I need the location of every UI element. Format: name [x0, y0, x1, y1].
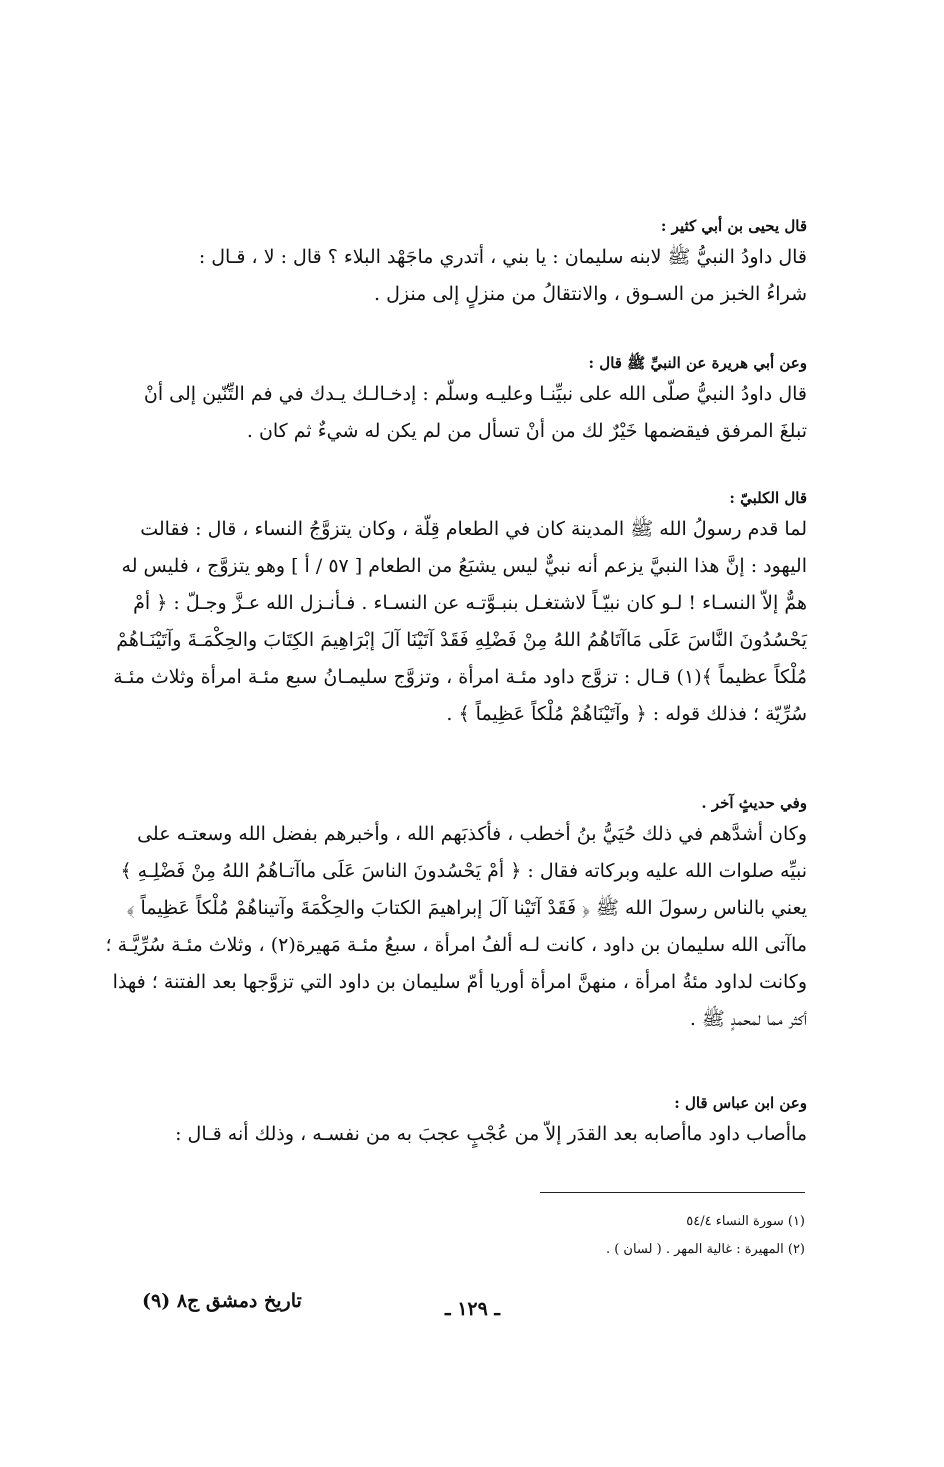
- section-kalbi: [113, 485, 807, 733]
- section-heading: قال يحيى بن أبي كثير :: [660, 217, 807, 235]
- body-line: قال داودُ النبيُّ صلّى الله على نبيِّنـا وعليـه وسلّم : إدخـالـك يـدك في فم التِّنّين إلى أنْ: [143, 383, 807, 405]
- section-abu-hurayra: [135, 350, 807, 450]
- body-line: نبيِّه صلوات الله عليه وبركاته فقال : ﴿ أمْ يَحْسُدونَ الناسَ عَلَى ماآتـاهُمُ اللهُ مِنْ فَضْلِـهِ ﴾: [120, 860, 807, 882]
- body-line: سُرِّيّة ؛ فذلك قوله : ﴿ وآتَيْنَاهُمْ مُلْكاً عَظِيماً ﴾ .: [446, 703, 807, 725]
- body-line: وكان أشدَّهم في ذلك حُيَيُّ بنُ أخطب ، فأكذبَهم الله ، وأخبرهم بفضل الله وسعتـه على: [137, 823, 807, 845]
- body-line: همٌّ إلاّ النسـاء ! لـو كان نبيّـاً لاشتغـل بنبـوَّتـه عن النسـاء . فـأنـزل الله عـزَّ وجـلّ : ﴿ أمْ: [133, 592, 807, 614]
- body-line: قال داودُ النبيُّ ﷺ لابنه سليمان : يا بني ، أتدري ماجَهْد البلاء ؟ قال : لا ، قـال :: [198, 246, 807, 268]
- body-line: مُلْكاً عظيماً ﴾(١) قـال : تزوَّج داود مئـة امرأة ، وتزوَّج سليمـانُ سبع مئـة امرأة وثلاث مئـة: [113, 666, 807, 688]
- footnotes: [540, 1208, 805, 1264]
- body-line: تبلغَ المرفق فيقضمها خَيْرٌ لك من أنْ تسأل من لم يكن له شيءٌ ثم كان .: [246, 420, 807, 442]
- section-yahya: [135, 213, 807, 313]
- section-heading: وعن ابن عباس قال :: [674, 1094, 807, 1112]
- body-line: اليهود : إنَّ هذا النبيَّ يزعم أنه نبيٌّ ليس يشبَعُ من الطعام [ ٥٧ / أ ] وهو يتزوَّج ، فليس له: [121, 555, 807, 577]
- footnote-1: (١) سورة النساء ٥٤/٤: [686, 1214, 805, 1229]
- footnote-2: (٢) المهيرة : غالية المهر . ( لسان ) .: [605, 1242, 805, 1257]
- section-another-hadith: [105, 790, 807, 1038]
- page-number: ـ ١٢٩ ـ: [445, 1298, 500, 1320]
- book-title: تاريخ دمشق ج٨ (٩): [142, 1290, 302, 1312]
- section-heading: وعن أبي هريرة عن النبيِّ ﷺ قال :: [588, 354, 807, 372]
- body-line: يعني بالناس رسولَ الله ﷺ ﴿ فَقَدْ آتَيْنا آلَ إبراهيمَ الكتابَ والحِكْمَةَ وآتيناهُمْ مُلْكاً عَظِيماً ﴾: [126, 897, 807, 919]
- footnote-divider: [540, 1192, 805, 1193]
- section-heading: قال الكلبيّ :: [729, 489, 807, 507]
- body-line: يَحْسُدُونَ النَّاسَ عَلَى مَاآتَاهُمُ اللهُ مِنْ فَضْلِهِ فَقَدْ آتَيْنَا آلَ إبْرَاهِيمَ الكِتَابَ والحِكْمَـةَ وآتَيْنَـاهُمْ: [116, 629, 807, 651]
- section-heading: وفي حديثٍ آخر .: [701, 794, 807, 812]
- body-line: ماأصاب داود ماأصابه بعد القدَر إلاّ من عُجْبٍ عجبَ به من نفسـه ، وذلك أنه قـال :: [175, 1123, 807, 1145]
- section-ibn-abbas: [135, 1090, 807, 1153]
- body-line: لما قدم رسولُ الله ﷺ المدينة كان في الطعام قِلّة ، وكان يتزوَّجُ النساء ، قال : فقالت: [140, 518, 807, 540]
- body-line: أكثر مما لمحمدٍ ﷺ .: [689, 1008, 807, 1030]
- body-line: شراءُ الخبز من السـوق ، والانتقالُ من منزلٍ إلى منزل .: [374, 283, 807, 305]
- body-line: وكانت لداود مئةُ امرأة ، منهنَّ امرأة أوريا أمّ سليمان بن داود التي تزوَّجها بعد الفتنة ؛ فهذا: [112, 971, 807, 993]
- body-line: ماآتى الله سليمان بن داود ، كانت لـه ألفُ امرأة ، سبعُ مئـة مَهيرة(٢) ، وثلاث مئـة سُرِّيَّـة ؛: [105, 934, 807, 956]
